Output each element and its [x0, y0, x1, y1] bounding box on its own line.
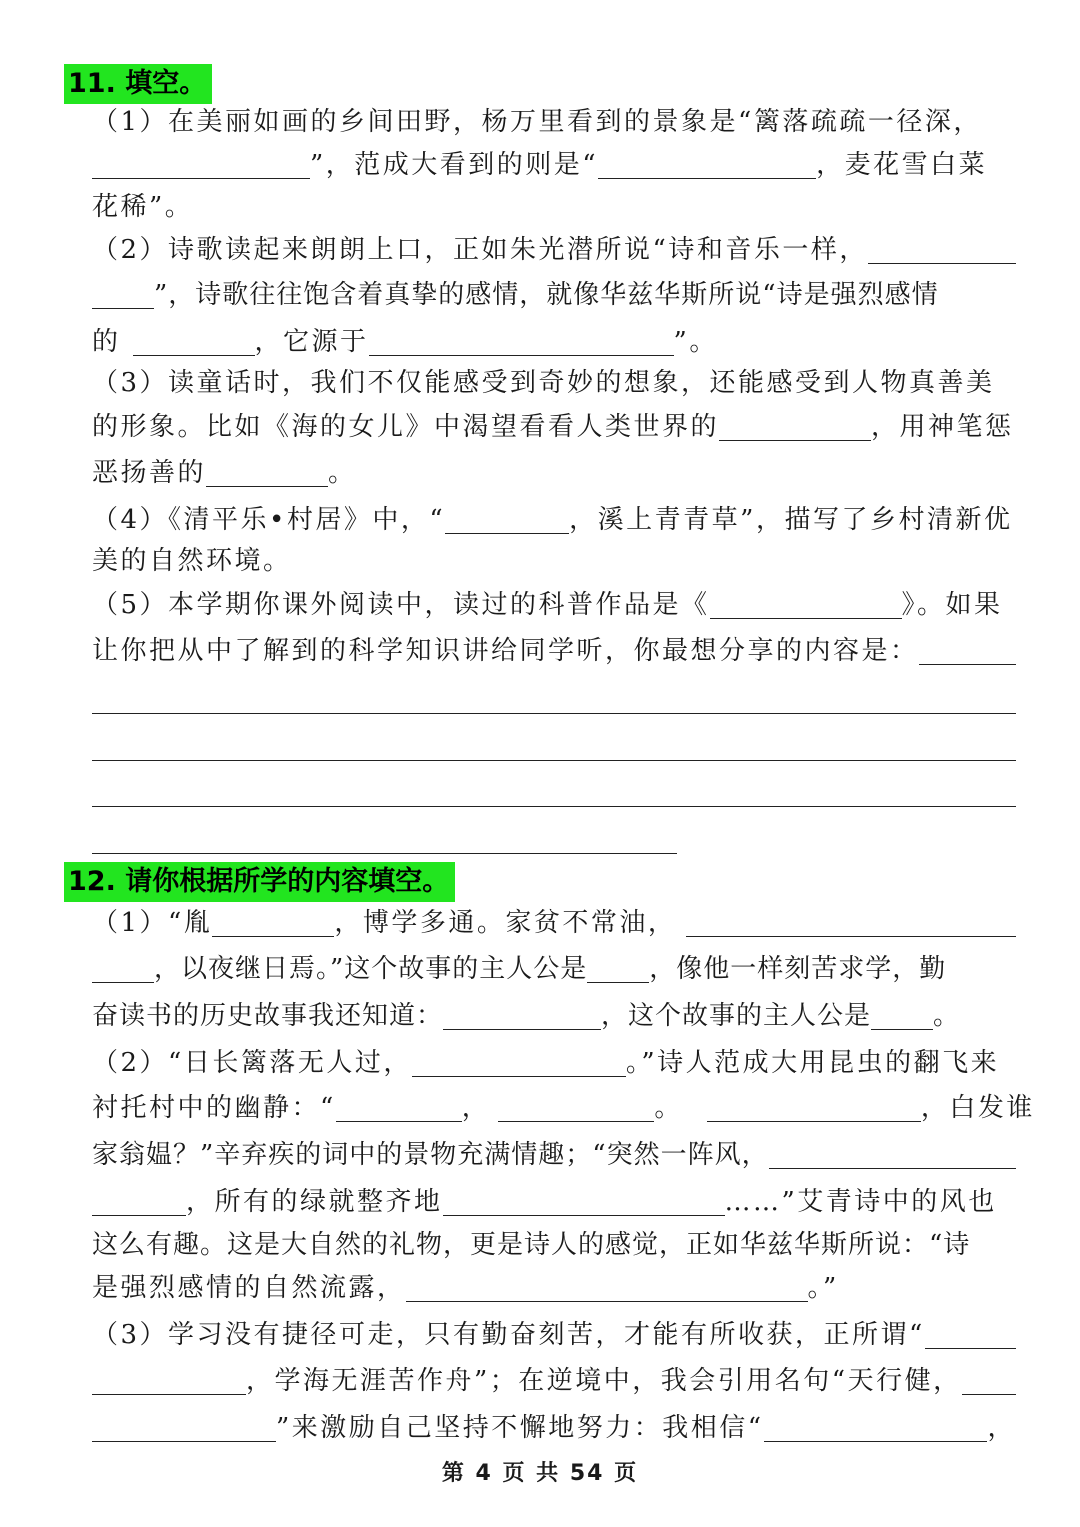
- answer-blank[interactable]: [769, 1142, 1016, 1169]
- q12-line-2: ，以夜继日焉。”这个故事的主人公是 ，像他一样刻苦求学，勤: [92, 949, 1016, 989]
- answer-blank[interactable]: [92, 956, 154, 983]
- answer-blank[interactable]: [598, 152, 816, 179]
- page-number: 第 4 页 共 54 页: [441, 1461, 639, 1486]
- answer-blank[interactable]: [925, 1322, 1016, 1349]
- q11-line-13: 让你把从中了解到的科学知识讲给同学听，你最想分享的内容是：: [92, 631, 1016, 671]
- answer-blank[interactable]: [587, 956, 649, 983]
- q12-line-7: ，所有的绿就整齐地 ……”艾青诗中的风也: [92, 1182, 1016, 1222]
- q12-line-12: ”来激励自己坚持不懈地努力：我相信“ ，: [92, 1408, 1016, 1448]
- q12-line-4: （2）“日长篱落无人过， 。”诗人范成大用昆虫的翻飞来: [92, 1048, 1000, 1078]
- answer-blank[interactable]: [212, 910, 334, 937]
- answer-blank[interactable]: [719, 414, 871, 441]
- q11-line-12: （5）本学期你课外阅读中，读过的科普作品是《 》。如果: [92, 590, 1003, 620]
- q12-line-9: 是强烈感情的自然流露， 。”: [92, 1273, 839, 1303]
- q12-line-6: 家翁媪？”辛弃疾的词中的景物充满情趣；“突然一阵风，: [92, 1135, 1016, 1175]
- answer-blank[interactable]: [443, 1189, 725, 1216]
- q11-line-3: 花稀”。: [92, 192, 194, 222]
- answer-blank[interactable]: [133, 329, 255, 356]
- q11-line-8: 的形象。比如《海的女儿》中渴望看看人类世界的 ，用神笔惩: [92, 412, 1014, 442]
- answer-blank[interactable]: [412, 1050, 626, 1077]
- q12-line-10: （3）学习没有捷径可走，只有勤奋刻苦，才能有所收获，正所谓“: [92, 1315, 1016, 1355]
- answer-blank[interactable]: [92, 282, 154, 309]
- answer-blank[interactable]: [707, 1095, 921, 1122]
- q11-line-1: （1）在美丽如画的乡间田野，杨万里看到的景象是“篱落疏疏一径深，: [92, 107, 982, 137]
- q12-line-5: 衬托村中的幽静：“ ， 。 ，白发谁: [92, 1093, 1035, 1123]
- answer-line[interactable]: [92, 760, 1016, 761]
- q11-line-5: ”，诗歌往往饱含着真挚的感情，就像华兹华斯所说“诗是强烈感情: [92, 275, 1016, 315]
- answer-blank[interactable]: [369, 329, 674, 356]
- answer-line[interactable]: [92, 713, 1016, 714]
- answer-blank[interactable]: [92, 1368, 246, 1395]
- answer-blank[interactable]: [92, 1415, 276, 1442]
- answer-blank[interactable]: [764, 1415, 988, 1442]
- answer-blank[interactable]: [336, 1095, 462, 1122]
- answer-blank[interactable]: [92, 152, 310, 179]
- q11-line-4: （2）诗歌读起来朗朗上口，正如朱光潜所说“诗和音乐一样，: [92, 230, 1016, 270]
- answer-blank[interactable]: [962, 1368, 1016, 1395]
- answer-blank[interactable]: [92, 1189, 186, 1216]
- answer-line[interactable]: [92, 853, 677, 854]
- q12-line-3: 奋读书的历史故事我还知道： ，这个故事的主人公是 。: [92, 1001, 961, 1031]
- answer-blank[interactable]: [686, 910, 1016, 937]
- question-11-heading: 11. 填空。: [64, 64, 212, 104]
- q11-line-2: ”，范成大看到的则是“ ，麦花雪白菜: [92, 145, 1016, 185]
- answer-blank[interactable]: [868, 237, 1016, 264]
- answer-blank[interactable]: [206, 460, 328, 487]
- answer-blank[interactable]: [710, 592, 902, 619]
- q11-line-7: （3）读童话时，我们不仅能感受到奇妙的想象，还能感受到人物真善美: [92, 368, 995, 398]
- q11-line-11: 美的自然环境。: [92, 546, 292, 576]
- answer-blank[interactable]: [498, 1095, 654, 1122]
- answer-blank[interactable]: [919, 638, 1016, 665]
- q11-line-6: 的 ，它源于 ”。: [92, 327, 718, 357]
- answer-blank[interactable]: [406, 1275, 808, 1302]
- q11-line-10: （4）《清平乐•村居》中，“ ，溪上青青草”，描写了乡村清新优: [92, 505, 1013, 535]
- q12-line-1: （1）“胤 ，博学多通。家贫不常油，: [92, 903, 1016, 943]
- q12-line-11: ，学海无涯苦作舟”；在逆境中，我会引用名句“天行健，: [92, 1361, 1016, 1401]
- answer-blank[interactable]: [871, 1003, 933, 1030]
- question-12-heading: 12. 请你根据所学的内容填空。: [64, 862, 455, 902]
- answer-blank[interactable]: [445, 507, 569, 534]
- answer-line[interactable]: [92, 806, 1016, 807]
- answer-blank[interactable]: [443, 1003, 601, 1030]
- q12-line-8: 这么有趣。这是大自然的礼物，更是诗人的感觉，正如华兹华斯所说：“诗: [92, 1230, 971, 1260]
- q11-line-9: 恶扬善的 。: [92, 458, 357, 488]
